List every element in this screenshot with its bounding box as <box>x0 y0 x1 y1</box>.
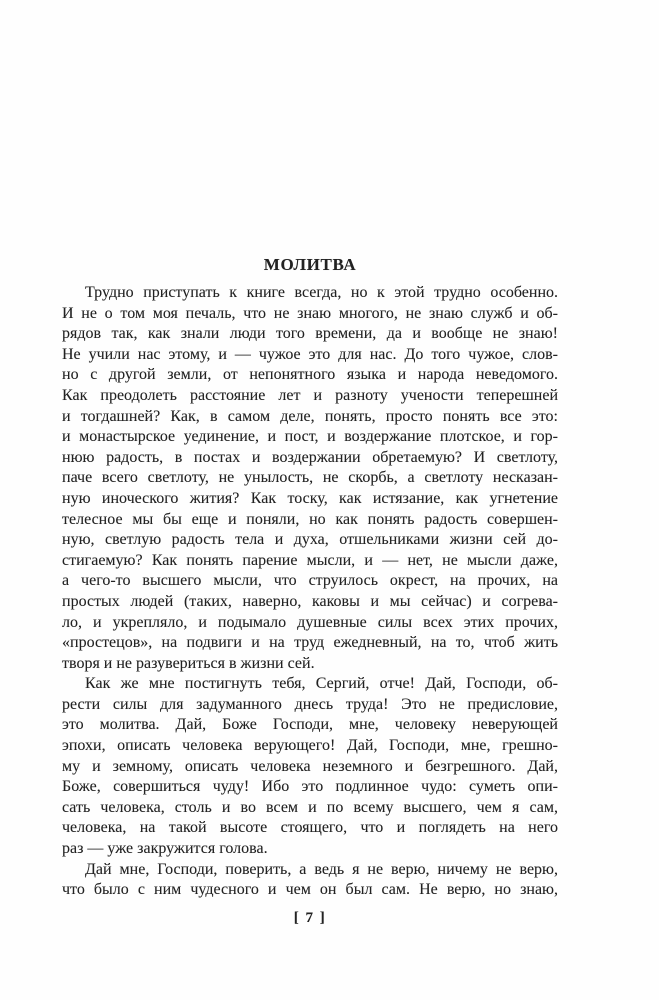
text-line: раз — уже закружится голова. <box>62 840 268 858</box>
text-line: ную, светлую радость тела и духа, отшельниками жизни сей до- <box>62 531 558 549</box>
text-block <box>62 255 558 901</box>
text-line: творя и не разувериться в жизни сей. <box>62 654 315 672</box>
text-line: сать человека, столь и во всем и по всему высшего, чем я сам, <box>62 798 558 816</box>
text-line: ную иноческого жития? Как тоску, как истязание, как угнетение <box>62 489 558 507</box>
page-number: [ 7 ] <box>293 910 327 926</box>
text-line: человека, на такой высоте стоящего, что и поглядеть на него <box>62 819 558 837</box>
text-line: и монастырское уединение, и пост, и воздержание плотское, и гор- <box>62 428 558 446</box>
text-line: стигаемую? Как понять парение мысли, и — нет, не мысли даже, <box>62 551 558 569</box>
text-line: телесное мы бы еще и поняли, но как понять радость совершен- <box>62 510 558 528</box>
text-line: Дай мне, Господи, поверить, а ведь я не верю, ничему не верю, <box>85 860 558 878</box>
text-line: рядов так, как знали люди того времени, да и вообще не знаю! <box>62 325 558 343</box>
text-line: а чего-то высшего мысли, что струилось окрест, на прочих, на <box>62 572 558 590</box>
paragraph-3 <box>62 860 558 901</box>
text-line: нюю радость, в постах и воздержании обретаемую? И светлоту, <box>62 448 558 466</box>
text-line: Как преодолеть расстояние лет и разноту учености теперешней <box>62 386 558 404</box>
text-line: и тогдашней? Как, в самом деле, понять, просто понять все это: <box>62 407 558 425</box>
text-line: И не о том моя печаль, что не знаю многого, не знаю служб и об- <box>62 304 558 322</box>
text-line: Трудно приступать к книге всегда, но к этой трудно особенно. <box>85 284 558 301</box>
text-line: Не учили нас этому, и — чужое это для нас. До того чужое, слов- <box>62 345 558 363</box>
text-line: му и земному, описать человека неземного и безгрешного. Дай, <box>62 757 558 775</box>
paragraph-1 <box>62 283 558 674</box>
text-line: рести силы для задуманного днесь труда! Это не предисловие, <box>62 695 558 713</box>
chapter-title: МОЛИТВА <box>263 255 357 274</box>
text-line: Как же мне постигнуть тебя, Сергий, отче! Дай, Господи, об- <box>85 675 558 693</box>
paragraph-2 <box>62 674 558 859</box>
text-line: ло, и укрепляло, и подымало душевные силы всех этих прочих, <box>62 613 558 631</box>
text-line: простых людей (таких, наверно, каковы и мы сейчас) и согрева- <box>62 592 558 610</box>
text-line: но с другой земли, от непонятного языка и народа неведомого. <box>62 366 558 384</box>
text-line: эпохи, описать человека верующего! Дай, Господи, мне, грешно- <box>62 737 558 755</box>
text-line: это молитва. Дай, Боже Господи, мне, человеку неверующей <box>62 716 558 734</box>
text-line: что было с ним чудесного и чем он был сам. Не верю, но знаю, <box>62 881 558 899</box>
text-line: «простецов», на подвиги и на труд ежедневный, на то, чтоб жить <box>62 634 558 652</box>
text-line: Боже, совершиться чуду! Ибо это подлинное чудо: суметь опи- <box>62 778 558 796</box>
text-line: паче всего светлоту, не унылость, не скорбь, а светлоту несказан- <box>62 469 558 487</box>
